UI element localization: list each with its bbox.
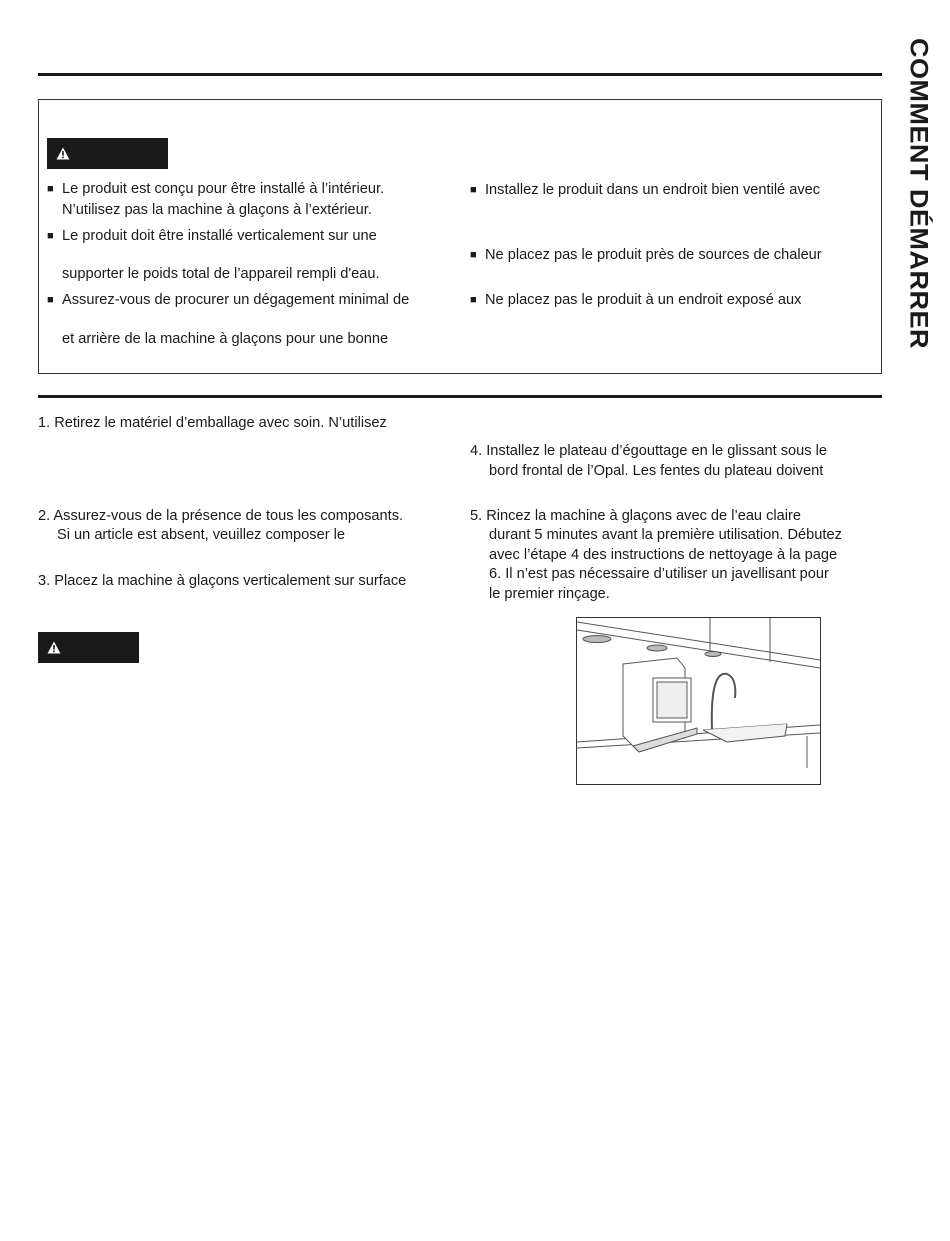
step-1-line-1: 1. Retirez le matériel d’emballage avec soin. N’utilisez — [38, 415, 387, 431]
section-side-title: COMMENT DÉMARRER — [904, 38, 933, 349]
bullet-glyph: ■ — [47, 183, 54, 195]
warning-triangle-icon — [56, 147, 70, 160]
warning-right-bullet-3: Ne placez pas le produit à un endroit exposé aux — [485, 292, 802, 308]
step-5-line-2: durant 5 minutes avant la première utilisation. Débutez — [489, 527, 842, 543]
bullet-glyph: ■ — [47, 294, 54, 306]
step-5-line-1: 5. Rincez la machine à glaçons avec de l’eau claire — [470, 508, 801, 524]
step-3-line-1: 3. Placez la machine à glaçons verticalement sur surface — [38, 573, 407, 589]
warning-right-bullet-1: Installez le produit dans un endroit bien ventilé avec — [485, 182, 821, 198]
warning-right-bullet-2: Ne placez pas le produit près de sources de chaleur — [485, 247, 822, 263]
step-5-line-3: avec l’étape 4 des instructions de nettoyage à la page — [489, 547, 838, 563]
step-5-line-5: le premier rinçage. — [489, 586, 610, 602]
warning-left-bullet-3-line-2: et arrière de la machine à glaçons pour une bonne — [62, 331, 389, 347]
warning-label — [47, 138, 168, 169]
bullet-glyph: ■ — [470, 249, 477, 261]
step-4-line-2: bord frontal de l’Opal. Les fentes du plateau doivent — [489, 463, 824, 479]
warning-left-bullet-1-line-1: Le produit est conçu pour être installé à l’intérieur. — [62, 181, 385, 197]
warning-left-bullet-2-line-1: Le produit doit être installé verticalement sur une — [62, 228, 377, 244]
step-4-line-1: 4. Installez le plateau d’égouttage en le glissant sous le — [470, 443, 827, 459]
section-rule — [38, 395, 882, 398]
bullet-glyph: ■ — [47, 230, 54, 242]
step-2-line-1: 2. Assurez-vous de la présence de tous les composants. — [38, 508, 404, 524]
warning-left-bullet-1-line-2: N’utilisez pas la machine à glaçons à l’extérieur. — [62, 202, 372, 218]
warning-left-bullet-2-line-2: supporter le poids total de l’appareil rempli d'eau. — [62, 266, 380, 282]
bullet-glyph: ■ — [470, 294, 477, 306]
warning-triangle-icon — [47, 641, 61, 654]
top-rule — [38, 73, 882, 76]
warning-left-bullet-3-line-1: Assurez-vous de procurer un dégagement minimal de — [62, 292, 410, 308]
bullet-glyph: ■ — [470, 184, 477, 196]
ice-maker-illustration — [576, 617, 821, 785]
caution-label — [38, 632, 139, 663]
step-5-line-4: 6. Il n’est pas nécessaire d’utiliser un javellisant pour — [489, 566, 829, 582]
step-2-line-2: Si un article est absent, veuillez composer le — [57, 527, 345, 543]
